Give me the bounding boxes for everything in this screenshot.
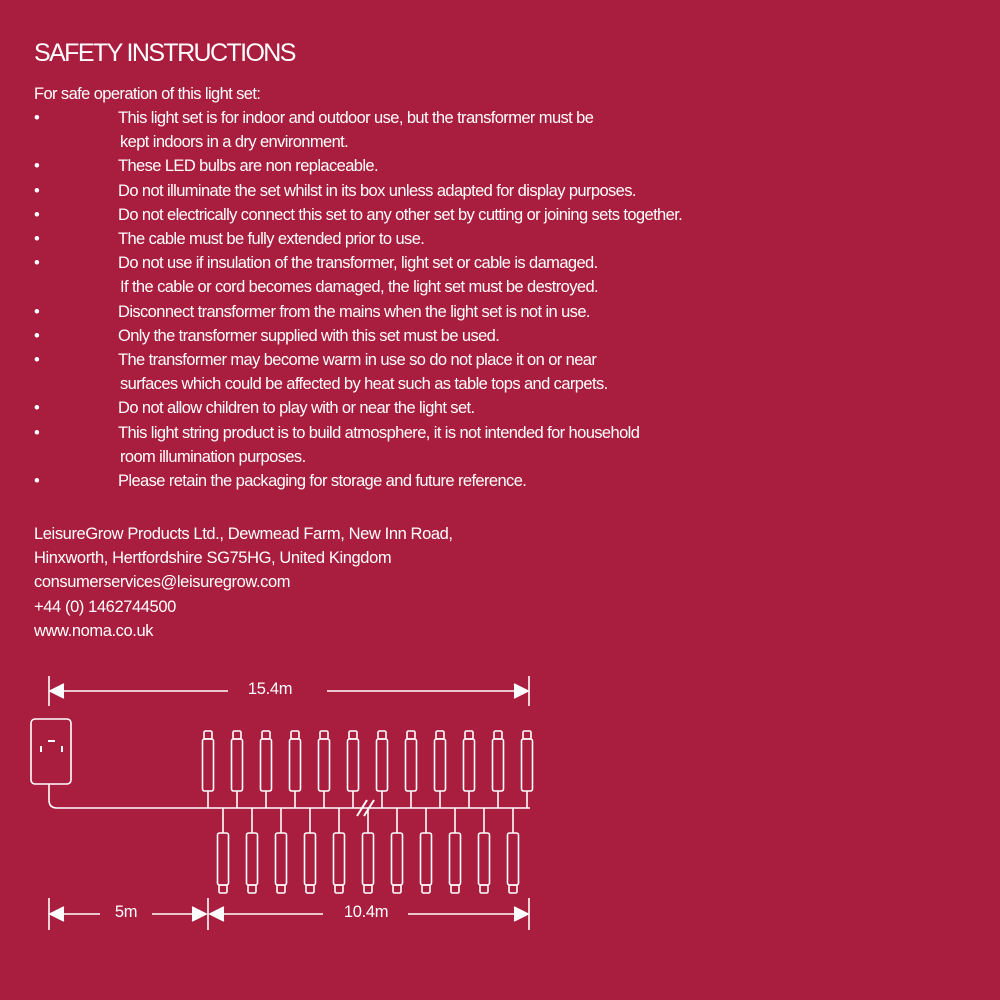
contact-email: consumerservices@leisuregrow.com: [34, 573, 291, 592]
bottom-bulb: [450, 808, 461, 893]
bottom-bulb: [508, 808, 519, 893]
top-bulb: [406, 731, 417, 808]
bullet-point: •: [34, 181, 40, 200]
instruction-text: Do not allow children to play with or near the light set.: [118, 399, 475, 418]
bottom-bulb: [479, 808, 490, 893]
instruction-text: These LED bulbs are non replaceable.: [118, 157, 378, 176]
intro-text: For safe operation of this light set:: [34, 85, 261, 103]
instruction-text: Do not electrically connect this set to any other set by cutting or joining sets together.: [118, 205, 683, 224]
instruction-text-continued: kept indoors in a dry environment.: [120, 133, 349, 152]
instruction-text: The transformer may become warm in use so do not place it on or near: [118, 351, 597, 370]
bottom-bulb: [421, 808, 432, 893]
instruction-text-continued: room illumination purposes.: [120, 447, 306, 466]
top-bulb: [377, 731, 388, 808]
instruction-text-continued: If the cable or cord becomes damaged, the light set must be destroyed.: [120, 278, 599, 297]
instruction-text: This light set is for indoor and outdoor use, but the transformer must be: [118, 109, 594, 127]
top-bulb: [435, 731, 446, 808]
instruction-text-continued: surfaces which could be affected by heat such as table tops and carpets.: [120, 375, 608, 394]
lit-length-label: 10.4m: [343, 903, 389, 921]
bullet-point: •: [34, 109, 40, 127]
bottom-bulb: [247, 808, 258, 893]
total-length-label: 15.4m: [247, 680, 293, 698]
lead-length-label: 5m: [114, 903, 138, 921]
bullet-point: •: [34, 205, 40, 224]
top-bulb: [319, 731, 330, 808]
top-bulb: [493, 731, 504, 808]
bottom-bulb: [334, 808, 345, 893]
instruction-text: Only the transformer supplied with this set must be used.: [118, 326, 500, 345]
bullet-point: •: [34, 302, 40, 321]
top-bulb: [290, 731, 301, 808]
bullet-point: •: [34, 326, 40, 345]
page-title: SAFETY INSTRUCTIONS: [34, 39, 295, 67]
instruction-text: The cable must be fully extended prior to use.: [118, 230, 425, 249]
instruction-text: This light string product is to build atmosphere, it is not intended for household: [118, 423, 640, 442]
bottom-bulb: [392, 808, 403, 893]
top-bulb: [261, 731, 272, 808]
instruction-text: Do not use if insulation of the transformer, light set or cable is damaged.: [118, 254, 598, 273]
bottom-bulb: [218, 808, 229, 893]
instruction-text: Do not illuminate the set whilst in its box unless adapted for display purposes.: [118, 181, 636, 200]
instruction-text: Disconnect transformer from the mains when the light set is not in use.: [118, 302, 590, 321]
contact-website: www.noma.co.uk: [34, 621, 154, 640]
top-bulb: [203, 731, 214, 808]
contact-phone: +44 (0) 1462744500: [34, 597, 176, 616]
top-bulb: [464, 731, 475, 808]
bottom-bulb: [363, 808, 374, 893]
instruction-text: Please retain the packaging for storage and future reference.: [118, 472, 527, 491]
bottom-bulb: [305, 808, 316, 893]
bullet-point: •: [34, 230, 40, 249]
bottom-bulb: [276, 808, 287, 893]
bullet-point: •: [34, 472, 40, 491]
bullet-point: •: [34, 351, 40, 370]
town-address-line: Hinxworth, Hertfordshire SG75HG, United Kingdom: [34, 549, 392, 568]
bullet-point: •: [34, 423, 40, 442]
top-bulb: [232, 731, 243, 808]
transformer-plug: [31, 719, 205, 808]
top-bulb: [522, 731, 533, 808]
company-address-line: LeisureGrow Products Ltd., Dewmead Farm, New Inn Road,: [34, 525, 453, 543]
bullet-point: •: [34, 157, 40, 176]
bullet-point: •: [34, 399, 40, 418]
top-bulb: [348, 731, 359, 808]
bullet-point: •: [34, 254, 40, 273]
